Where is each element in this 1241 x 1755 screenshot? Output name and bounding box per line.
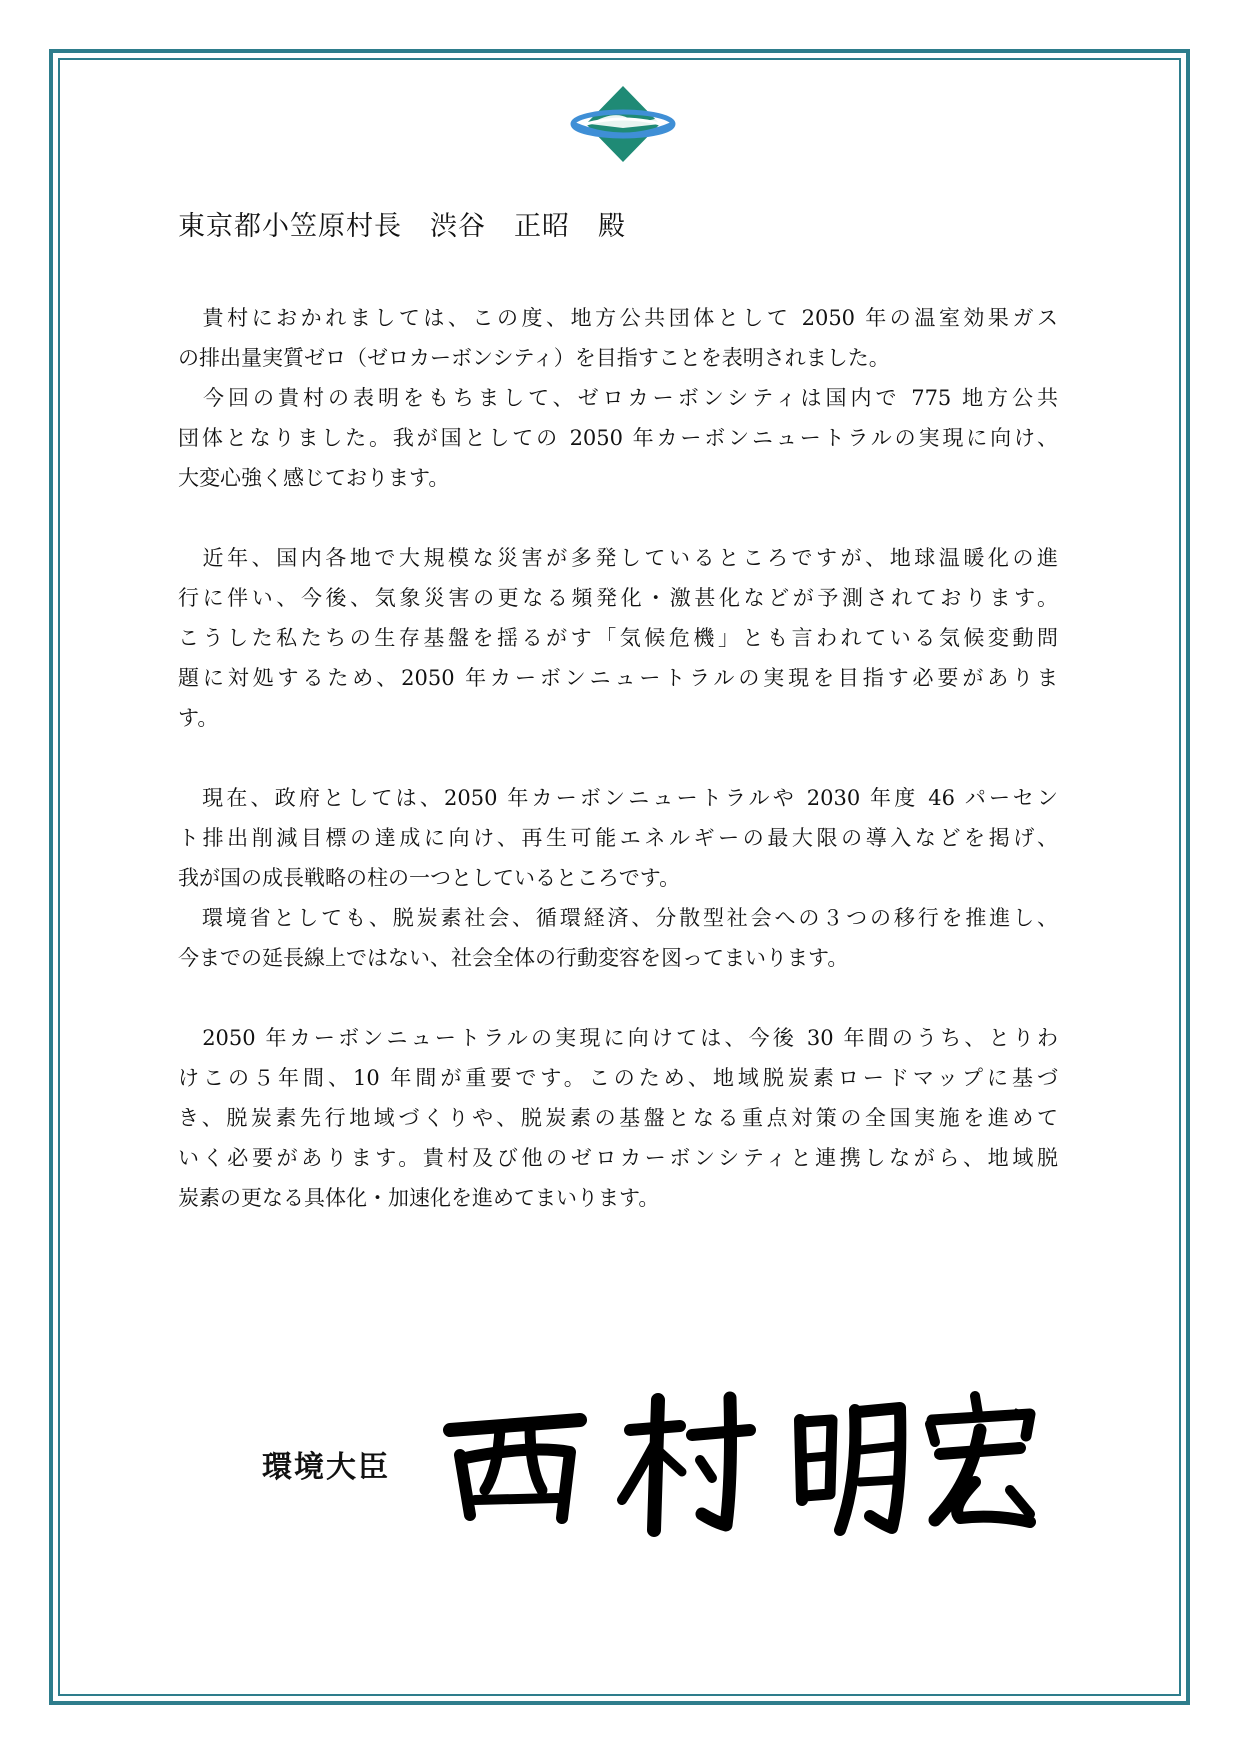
signature-block (262, 1390, 1062, 1540)
text-line: 近年、国内各地で大規模な災害が多発しているところですが、地球温暖化の進 (178, 546, 1058, 570)
ministry-of-environment-logo-icon (568, 84, 678, 164)
text-line: き、脱炭素先行地域づくりや、脱炭素の基盤となる重点対策の全国実施を進めて (178, 1106, 1058, 1130)
paragraph-1 (178, 298, 1058, 378)
paragraph-5 (178, 898, 1058, 978)
text-line: ト排出削減目標の達成に向け、再生可能エネルギーの最大限の導入などを掲げ、 (178, 826, 1058, 850)
paragraph-2 (178, 378, 1058, 498)
text-line: 我が国の成長戦略の柱の一つとしているところです。 (178, 866, 681, 890)
text-line: 炭素の更なる具体化・加速化を進めてまいります。 (178, 1186, 660, 1210)
paragraph-6 (178, 1018, 1058, 1218)
signer-title: 環境大臣 (262, 1450, 390, 1485)
text-line: 環境省としても、脱炭素社会、循環経済、分散型社会への３つの移行を推進し、 (178, 906, 1058, 930)
paragraph-3 (178, 538, 1058, 738)
text-line: す。 (178, 706, 219, 730)
paragraph-gap (178, 978, 1058, 1018)
text-line: けこの５年間、10 年間が重要です。このため、地域脱炭素ロードマップに基づ (178, 1066, 1058, 1090)
paragraph-4 (178, 778, 1058, 898)
text-line: 行に伴い、今後、気象災害の更なる頻発化・激甚化などが予測されております。 (178, 586, 1058, 610)
text-line: 団体となりました。我が国としての 2050 年カーボンニュートラルの実現に向け、 (178, 426, 1058, 450)
text-line: 貴村におかれましては、この度、地方公共団体として 2050 年の温室効果ガス (178, 306, 1058, 330)
text-line: 題に対処するため、2050 年カーボンニュートラルの実現を目指す必要がありま (178, 666, 1058, 690)
text-line: 今までの延長線上ではない、社会全体の行動変容を図ってまいります。 (178, 946, 849, 970)
text-line: の排出量実質ゼロ（ゼロカーボンシティ）を目指すことを表明されました。 (178, 346, 890, 370)
addressee: 東京都小笠原村長 渋谷 正昭 殿 (178, 211, 626, 242)
handwritten-signature (430, 1390, 1050, 1540)
text-line: 今回の貴村の表明をもちまして、ゼロカーボンシティは国内で 775 地方公共 (178, 386, 1058, 410)
paragraph-gap (178, 738, 1058, 778)
letter-body (178, 298, 1058, 1218)
text-line: 現在、政府としては、2050 年カーボンニュートラルや 2030 年度 46 パーセン (178, 786, 1058, 810)
paragraph-gap (178, 498, 1058, 538)
text-line: こうした私たちの生存基盤を揺るがす「気候危機」とも言われている気候変動問 (178, 626, 1058, 650)
text-line: いく必要があります。貴村及び他のゼロカーボンシティと連携しながら、地域脱 (178, 1146, 1058, 1170)
text-line: 2050 年カーボンニュートラルの実現に向けては、今後 30 年間のうち、とりわ (178, 1026, 1058, 1050)
text-line: 大変心強く感じております。 (178, 466, 450, 490)
